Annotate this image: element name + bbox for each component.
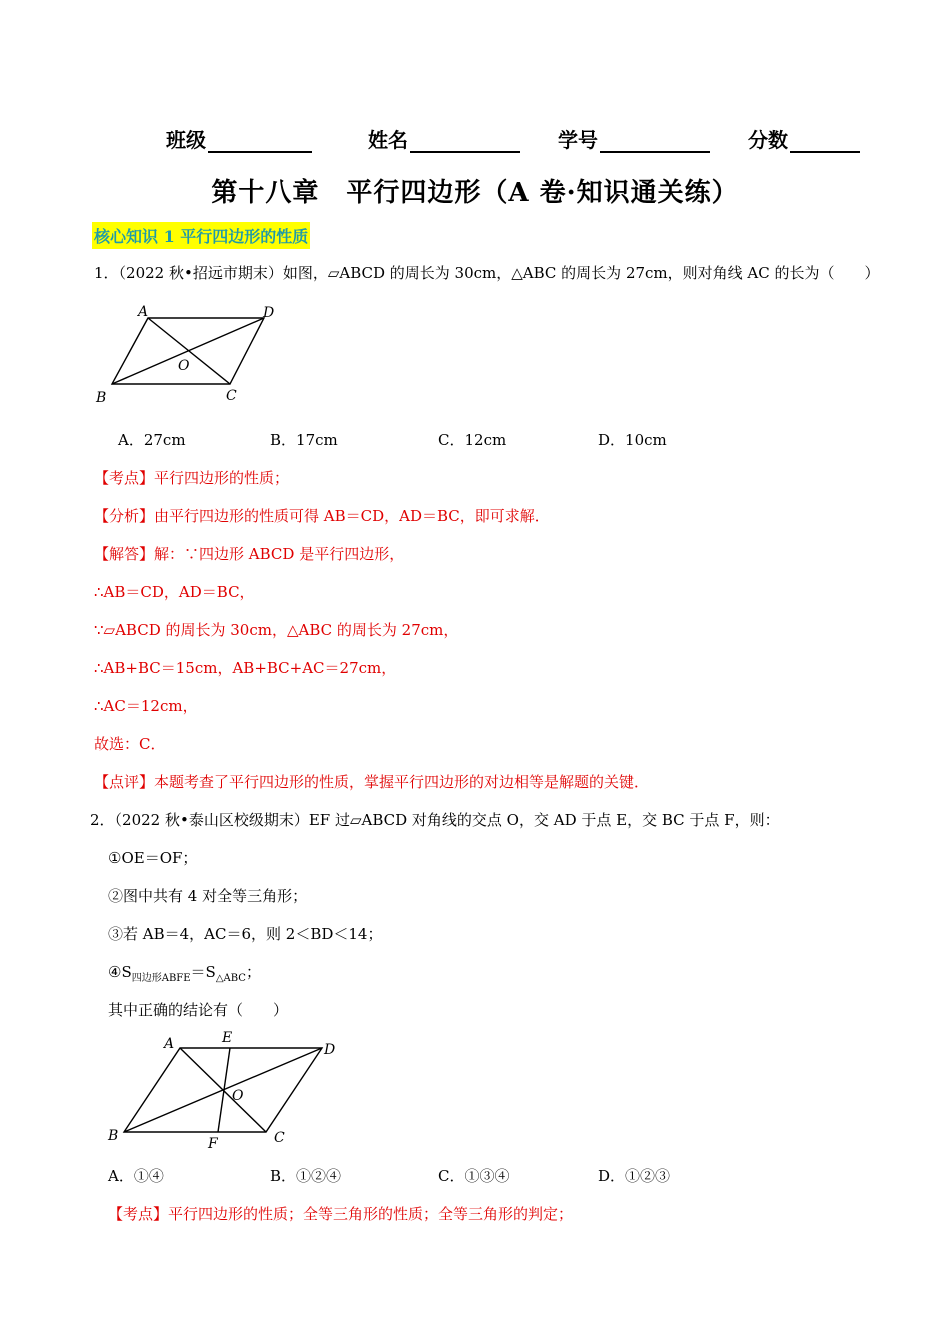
q1-option-c[interactable]: C．12cm (438, 431, 507, 449)
q2-label-a: A (164, 1036, 175, 1052)
q2-option-c[interactable]: C．①③④ (438, 1167, 510, 1185)
name-blank[interactable] (410, 131, 520, 153)
section-heading: 核心知识 1 平行四边形的性质 (92, 222, 310, 249)
q2-stem: 2．（2022 秋•泰山区校级期末）EF 过▱ABCD 对角线的交点 O，交 AD 于点 E，交 BC 于点 F，则： (90, 811, 780, 829)
score-field (748, 124, 860, 153)
q1-option-a[interactable]: A．27cm (118, 431, 186, 449)
q1-jieda (94, 543, 404, 564)
class-field (166, 124, 312, 153)
q1-kaodian-tag: 【考点】 (94, 469, 155, 487)
q1-label-a: A (138, 304, 149, 320)
id-field (558, 124, 710, 153)
q1-dianping (94, 771, 649, 792)
q2-kaodian (108, 1203, 573, 1224)
q1-option-d[interactable]: D．10cm (598, 431, 667, 449)
name-field (368, 124, 520, 153)
q1-dianping-tag: 【点评】 (94, 773, 155, 791)
q1-jieda-tag: 【解答】 (94, 545, 155, 563)
q2-item-4-suffix: ； (245, 963, 261, 981)
id-blank[interactable] (600, 131, 710, 153)
q2-option-d[interactable]: D．①②③ (598, 1167, 671, 1185)
q1-parallelogram-diagram (88, 296, 298, 408)
q1-step-5: 故选：C． (94, 735, 166, 753)
q2-kaodian-text: 平行四边形的性质；全等三角形的性质；全等三角形的判定； (168, 1205, 574, 1223)
q1-label-c: C (226, 388, 237, 404)
q1-dianping-text: 本题考查了平行四边形的性质，掌握平行四边形的对边相等是解题的关键． (154, 773, 650, 791)
q1-label-b: B (96, 390, 107, 406)
class-blank[interactable] (208, 131, 312, 153)
q2-option-a[interactable]: A．①④ (108, 1167, 164, 1185)
score-blank[interactable] (790, 131, 860, 153)
q1-step-1: ∴AB＝CD，AD＝BC， (94, 583, 255, 601)
q1-step-4: ∴AC＝12cm， (94, 697, 198, 715)
q1-kaodian-text: 平行四边形的性质； (154, 469, 290, 487)
q1-step-2: ∵▱ABCD 的周长为 30cm，△ABC 的周长为 27cm， (94, 621, 459, 639)
page-title: 第十八章 平行四边形（A 卷·知识通关练） (211, 178, 739, 208)
name-label: 姓名 (368, 128, 408, 152)
q2-label-b: B (108, 1128, 119, 1144)
q1-fenxi-tag: 【分析】 (94, 507, 155, 525)
q1-step-3: ∴AB+BC＝15cm，AB+BC+AC＝27cm， (94, 659, 397, 677)
q2-item-4-sub1: 四边形ABFE (131, 973, 191, 984)
q1-label-d: D (263, 305, 275, 321)
q2-item-4 (108, 961, 261, 984)
q1-stem: 1．（2022 秋•招远市期末）如图，▱ABCD 的周长为 30cm，△ABC 的周长为 27cm，则对角线 AC 的长为（ ） (94, 264, 880, 282)
q1-label-o: O (178, 358, 190, 374)
q2-item-2: ②图中共有 4 对全等三角形； (108, 887, 308, 905)
q1-fenxi (94, 505, 550, 526)
q2-label-c: C (274, 1130, 285, 1146)
q2-label-d: D (324, 1042, 336, 1058)
q1-kaodian (94, 467, 289, 488)
id-label: 学号 (558, 128, 598, 152)
q1-option-b[interactable]: B．17cm (270, 431, 338, 449)
q2-item-4-sub2: △ABC (215, 973, 246, 984)
class-label: 班级 (166, 128, 206, 152)
q2-label-o: O (232, 1088, 244, 1104)
q2-item-1: ①OE＝OF； (108, 849, 198, 867)
q2-label-e: E (222, 1030, 233, 1046)
q2-parallelogram-diagram (100, 1026, 350, 1154)
q1-fenxi-text: 由平行四边形的性质可得 AB＝CD，AD＝BC，即可求解． (154, 507, 550, 525)
score-label: 分数 (748, 128, 788, 152)
q1-jieda-text: 解：∵四边形 ABCD 是平行四边形， (154, 545, 405, 563)
q2-label-f: F (208, 1136, 218, 1152)
q2-item-4-prefix: ④S (108, 963, 132, 981)
q2-ask: 其中正确的结论有（ ） (108, 1001, 289, 1019)
q2-option-b[interactable]: B．①②④ (270, 1167, 342, 1185)
q2-kaodian-tag: 【考点】 (108, 1205, 169, 1223)
q2-item-4-mid: ＝S (190, 963, 216, 981)
q2-item-3: ③若 AB＝4，AC＝6，则 2＜BD＜14； (108, 925, 383, 943)
